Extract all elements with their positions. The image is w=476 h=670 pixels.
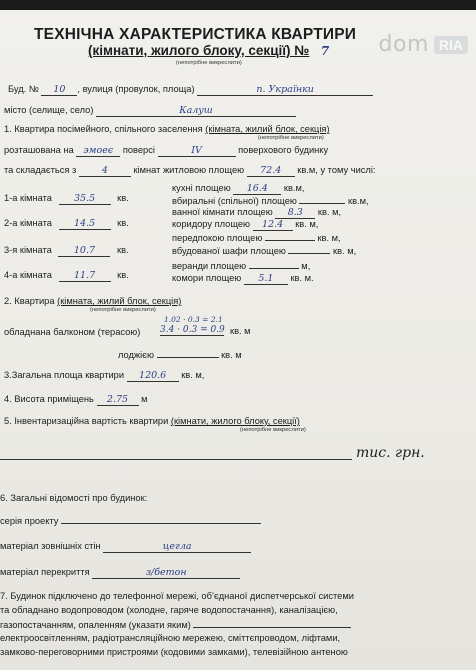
rooms-suffix: кв.м, у тому числі: <box>297 165 376 175</box>
section2-text: 2. Квартира <box>4 296 55 306</box>
section1-line <box>4 123 330 135</box>
loggia-label: лоджією <box>118 350 154 360</box>
rooms-line <box>4 164 376 177</box>
balcony-label: обладнана балконом (терасою) <box>4 327 141 337</box>
room-label: 1-а кімната <box>4 193 52 203</box>
room-area: 14.5 <box>59 218 111 230</box>
project-label: серія проекту <box>0 516 59 526</box>
section1-text: 1. Квартира посімейного, спільного заселення <box>4 124 203 134</box>
floors-value: з/бетон <box>92 567 240 579</box>
page-title: ТЕХНІЧНА ХАРАКТЕРИСТИКА КВАРТИРИ <box>34 26 357 43</box>
area-unit: кв.м, <box>348 196 369 206</box>
height-line <box>4 393 148 406</box>
area-label: веранди площею <box>172 261 247 271</box>
balcony-unit: кв. м <box>230 326 251 336</box>
floor-prefix: розташована на <box>4 145 74 155</box>
floor-suffix: поверхового будинку <box>238 145 329 155</box>
area-label: вбиральні (спільної) площею <box>172 196 297 206</box>
section7-line-1: 7. Будинок підключено до телефонної мережі, об’єднаної диспетчерської системи <box>0 591 354 601</box>
area-unit: м, <box>301 261 311 271</box>
section7-line-3 <box>0 618 351 631</box>
room-3 <box>4 244 129 257</box>
floor-mid: поверсі <box>122 145 155 155</box>
room-area: 11.7 <box>59 270 111 282</box>
area-label: вбудованої шафи площею <box>172 246 286 256</box>
area-value-blank <box>299 194 345 204</box>
room-unit: кв. <box>117 193 129 203</box>
section7-line-4: електроосвітленням, радіотрансляційною мережею, сміттєпроводом, ліфтами, <box>0 633 341 643</box>
walls-label: матеріал зовнішніх стін <box>0 541 101 551</box>
area-unit: кв. м, <box>333 246 357 256</box>
watermark-dom: dom <box>378 32 429 57</box>
city-label: місто (селище, село) <box>4 105 94 115</box>
value-options: (кімнати, жилого блоку, секції) <box>170 416 300 426</box>
section5-hint: (непотрібне викреслити) <box>240 427 306 433</box>
floor-location: эмоеє <box>76 145 120 157</box>
building-number: 10 <box>41 84 77 96</box>
area-value: 12.4 <box>253 219 293 231</box>
city-line <box>4 104 296 117</box>
street-label: , вулиця (провулок, площа) <box>77 84 195 94</box>
value-line <box>4 415 300 427</box>
height-label: 4. Висота приміщень <box>4 394 94 404</box>
room-4 <box>4 269 129 282</box>
loggia-unit: кв. м <box>221 350 242 360</box>
loggia-value-blank <box>157 348 219 358</box>
city-value: Калуш <box>96 105 296 117</box>
walls-line <box>0 540 251 553</box>
area-label: кухні площею <box>172 183 231 193</box>
rooms-prefix: та складається з <box>4 165 77 175</box>
project-line <box>0 514 261 527</box>
room-label: 3-я кімната <box>4 245 52 255</box>
building-line <box>8 83 373 96</box>
area-storage <box>172 272 314 285</box>
area-value: 8.3 <box>275 207 315 219</box>
area-value-blank <box>249 259 299 269</box>
heating-type-blank <box>193 618 351 628</box>
value-label: 5. Інвентаризаційна вартість квартири <box>4 416 169 426</box>
area-veranda <box>172 259 310 272</box>
section2-options: (кімната, жилий блок, секція) <box>57 296 182 306</box>
area-unit: кв. м, <box>317 233 341 243</box>
floors-label: матеріал перекриття <box>0 567 90 577</box>
section1-options: (кімната, жилий блок, секція) <box>205 124 330 134</box>
section6-title <box>0 492 147 504</box>
room-unit: кв. <box>117 270 129 280</box>
area-label: комори площею <box>172 273 242 283</box>
section2-hint: (непотрібне викреслити) <box>90 307 156 313</box>
section6-text: 6. Загальні відомості про будинок: <box>0 493 148 503</box>
area-label: коридору площею <box>172 219 251 229</box>
section7-line-3-text: газопостачанням, опаленням (указати яким) <box>0 620 191 630</box>
balcony-line <box>4 326 140 338</box>
total-area-line <box>4 369 204 382</box>
area-unit: кв. м, <box>295 219 319 229</box>
area-label: ванної кімнати площею <box>172 207 273 217</box>
document-sheet <box>0 10 476 670</box>
area-wardrobe <box>172 244 356 257</box>
room-unit: кв. <box>117 218 129 228</box>
title-hint: (непотрібне викреслити) <box>176 60 242 66</box>
total-area-unit: кв. м, <box>181 370 205 380</box>
currency-label: тис. грн. <box>356 445 425 461</box>
room-unit: кв. <box>117 245 129 255</box>
loggia-line <box>118 348 242 361</box>
room-2 <box>4 217 129 230</box>
watermark-ria: RIA <box>434 36 468 54</box>
living-area: 72.4 <box>247 165 295 177</box>
area-value-blank <box>288 244 330 254</box>
rooms-mid: кімнат житловою площею <box>133 165 245 175</box>
street-value: п. Українки <box>197 84 373 96</box>
area-value: 5.1 <box>244 273 288 285</box>
room-label: 4-а кімната <box>4 270 52 280</box>
section7-line-5: замково-переговорними пристроями (кодовими замками), телевізійною антеною <box>0 647 348 657</box>
room-area: 10.7 <box>58 245 110 257</box>
section1-hint: (непотрібне викреслити) <box>258 135 324 141</box>
height-value: 2.75 <box>97 394 139 406</box>
value-blank-rule <box>0 459 352 460</box>
watermark-logo <box>379 32 468 57</box>
room-area: 35.5 <box>59 193 111 205</box>
room-label: 2-а кімната <box>4 218 52 228</box>
balcony-calc-top: 1.02 · 0.3 = 2.1 <box>164 315 223 324</box>
section2-line <box>4 295 181 307</box>
area-unit: кв. м, <box>317 207 342 217</box>
room-1 <box>4 192 129 205</box>
area-value: 16.4 <box>233 183 281 195</box>
area-label: передпокою площею <box>172 233 263 243</box>
floor-value: IV <box>158 145 236 157</box>
area-corridor <box>172 218 318 231</box>
building-label: Буд. № <box>8 84 39 94</box>
section7-line-2: та обладнано водопроводом (холодне, гаряче водопостачання), каналізацією, <box>0 605 338 615</box>
area-unit: кв. м. <box>290 273 314 283</box>
area-unit: кв.м, <box>283 183 305 193</box>
area-hallway <box>172 231 341 244</box>
floors-line <box>0 566 240 579</box>
area-value-blank <box>265 231 315 241</box>
total-area-label: 3.Загальна площа квартири <box>4 370 125 380</box>
project-value-blank <box>61 514 261 524</box>
rooms-count: 4 <box>79 165 131 177</box>
total-area-value: 120.6 <box>127 370 179 382</box>
walls-value: цегла <box>103 541 251 553</box>
subtitle-text: (кімнати, жилого блоку, секції) № <box>88 43 310 58</box>
page-subtitle <box>88 43 337 58</box>
floor-line <box>4 144 328 157</box>
balcony-calc-bottom: 3.4 · 0.3 = 0.9 <box>160 325 225 335</box>
height-unit: м <box>141 394 148 404</box>
apartment-number: 7 <box>320 44 330 58</box>
